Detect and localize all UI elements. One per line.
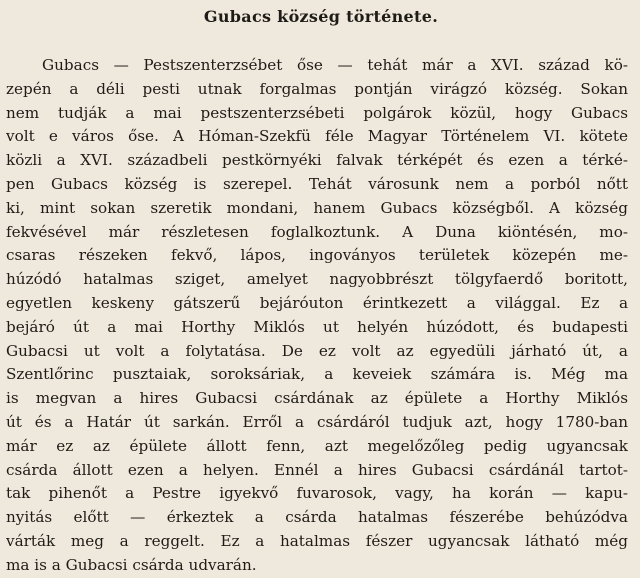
- text-line: közli a XVI. századbeli pestkörnyéki falvak térképét és ezen a térké-: [6, 151, 628, 170]
- text-line: pen Gubacs község is szerepel. Tehát városunk nem a porból nőtt: [6, 174, 628, 193]
- text-line: Szentlőrinc pusztaiak, soroksáriak, a keveiek számára is. Még ma: [6, 365, 628, 384]
- article-body: [6, 54, 636, 578]
- text-line: húzódó hatalmas sziget, amelyet nagyobbrészt tölgyfaerdő boritott,: [6, 270, 628, 289]
- text-line: tak pihenőt a Pestre igyekvő fuvarosok, vagy, ha korán — kapu-: [6, 484, 628, 503]
- text-line: nem tudják a mai pestszenterzsébeti polgárok közül, hogy Gubacs: [6, 103, 628, 122]
- text-line: várták meg a reggelt. Ez a hatalmas fészer ugyancsak látható még: [6, 531, 628, 550]
- text-line: zepén a déli pesti utnak forgalmas pontján virágzó község. Sokan: [6, 79, 628, 98]
- text-line: is megvan a hires Gubacsi csárdának az épülete a Horthy Miklós: [6, 389, 628, 408]
- text-line: Gubacsi ut volt a folytatása. De ez volt az egyedüli járható út, a: [6, 341, 628, 360]
- text-line: nyitás előtt — érkeztek a csárda hatalmas fészerébe behúzódva: [6, 508, 628, 527]
- text-line: egyetlen keskeny gátszerű bejáróuton érintkezett a világgal. Ez a: [6, 293, 628, 312]
- text-line: ki, mint sokan szeretik mondani, hanem Gubacs községből. A község: [6, 198, 628, 217]
- text-line: csaras részeken fekvő, lápos, ingoványos területek közepén me-: [6, 246, 628, 265]
- text-line: bejáró út a mai Horthy Miklós ut helyén húzódott, és budapesti: [6, 317, 628, 336]
- text-line: út és a Határ út sarkán. Erről a csárdáról tudjuk azt, hogy 1780-ban: [6, 412, 628, 431]
- text-line: volt e város őse. A Hóman-Szekfü féle Magyar Történelem VI. kötete: [6, 127, 628, 146]
- text-line: fekvésével már részletesen foglalkoztunk. A Duna kiöntésén, mo-: [6, 222, 628, 241]
- document-title: Gubacs község története.: [203, 7, 439, 26]
- text-line: ma is a Gubacsi csárda udvarán.: [6, 555, 257, 574]
- text-line: már ez az épülete állott fenn, azt megelőzőleg pedig ugyancsak: [6, 436, 628, 455]
- text-line: Gubacs — Pestszenterzsébet őse — tehát már a XVI. század kö-: [42, 56, 628, 74]
- text-line: csárda állott ezen a helyen. Ennél a hires Gubacsi csárdánál tartot-: [6, 460, 628, 479]
